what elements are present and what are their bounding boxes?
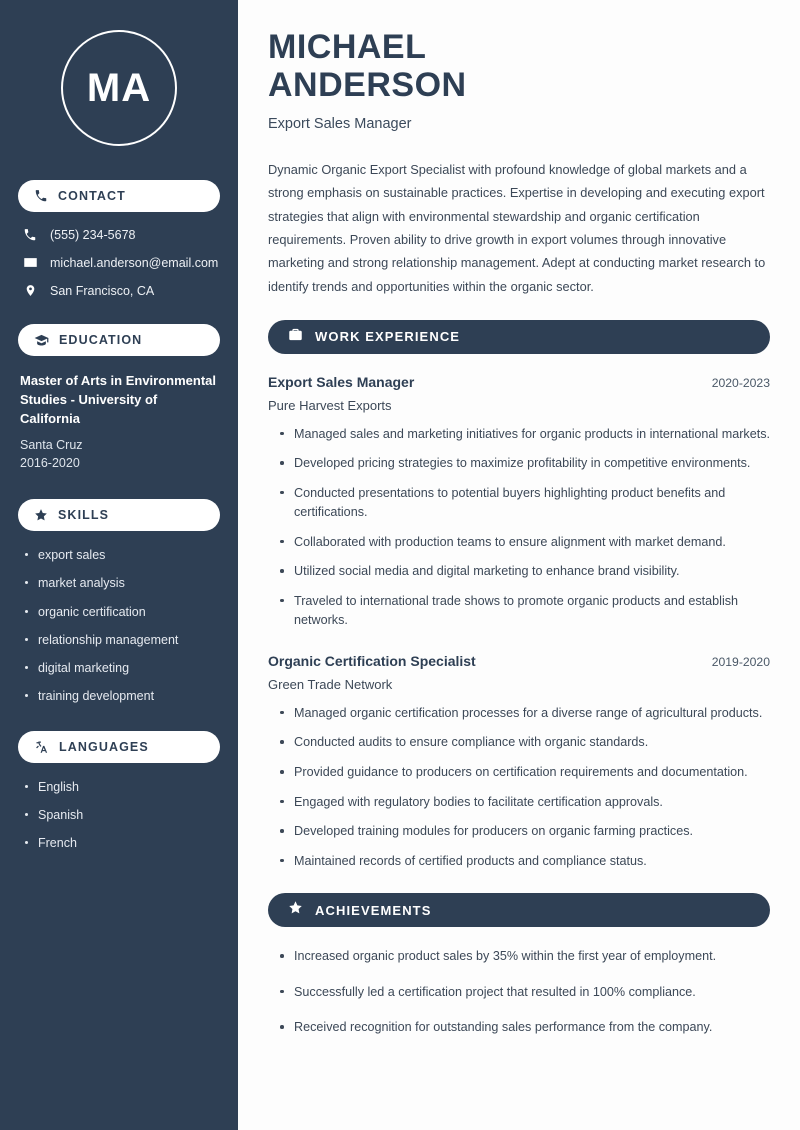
section-header-achievements-label: ACHIEVEMENTS	[315, 902, 432, 918]
list-item: French	[24, 835, 218, 851]
section-header-work-experience-label: WORK EXPERIENCE	[315, 329, 461, 345]
list-item: Managed sales and marketing initiatives for organic products in international markets.	[278, 425, 770, 445]
contact-email-value: michael.anderson@email.com	[50, 255, 219, 270]
contact-list	[22, 228, 220, 298]
sidebar	[0, 0, 238, 1130]
list-item: export sales	[24, 547, 218, 563]
contact-item-email	[22, 255, 220, 270]
work-experience-item	[268, 653, 770, 871]
list-item: Provided guidance to producers on certification requirements and documentation.	[278, 763, 770, 783]
education-dates: 2016-2020	[20, 456, 80, 471]
list-item: Spanish	[24, 807, 218, 823]
job-dates: 2019-2020	[711, 654, 770, 669]
list-item: Conducted presentations to potential buyers highlighting product benefits and certifications.	[278, 484, 770, 523]
achievements-list	[278, 947, 770, 1038]
briefcase-icon	[288, 327, 303, 347]
translate-icon	[34, 739, 49, 754]
job-title: Organic Certification Specialist	[268, 652, 476, 669]
list-item: digital marketing	[24, 660, 218, 676]
section-header-achievements	[268, 893, 770, 927]
job-role-subtitle: Export Sales Manager	[268, 116, 412, 133]
first-name: MICHAEL	[268, 28, 427, 66]
envelope-icon	[22, 255, 38, 270]
phone-icon	[22, 228, 38, 242]
job-company: Pure Harvest Exports	[268, 397, 392, 413]
languages-list	[24, 779, 218, 852]
list-item: English	[24, 779, 218, 795]
list-item: organic certification	[24, 604, 218, 620]
sidebar-section-contact	[18, 180, 220, 212]
page-title	[268, 28, 770, 104]
phone-icon	[34, 189, 48, 203]
education-entry	[20, 372, 218, 473]
last-name: ANDERSON	[268, 66, 467, 105]
list-item: Successfully led a certification project that resulted in 100% compliance.	[278, 983, 770, 1003]
star-icon	[34, 508, 48, 522]
sidebar-section-skills-label: SKILLS	[58, 508, 110, 523]
sidebar-section-education-label: EDUCATION	[59, 333, 143, 347]
job-company: Green Trade Network	[268, 676, 393, 692]
section-header-work-experience	[268, 320, 770, 354]
list-item: Collaborated with production teams to ensure alignment with market demand.	[278, 533, 770, 553]
list-item: relationship management	[24, 632, 218, 648]
sidebar-section-languages	[18, 731, 220, 763]
contact-location-value: San Francisco, CA	[50, 283, 155, 298]
work-experience-item	[268, 374, 770, 631]
sidebar-section-contact-label: CONTACT	[58, 189, 126, 203]
list-item: Managed organic certification processes for a diverse range of agricultural products.	[278, 704, 770, 724]
skills-list	[24, 547, 218, 705]
list-item: training development	[24, 688, 218, 704]
education-location: Santa Cruz	[20, 437, 83, 452]
list-item: Traveled to international trade shows to promote organic products and establish networks.	[278, 592, 770, 631]
list-item: Increased organic product sales by 35% within the first year of employment.	[278, 947, 770, 967]
sidebar-section-languages-label: LANGUAGES	[59, 739, 149, 754]
contact-phone-value: (555) 234-5678	[50, 228, 136, 242]
job-title: Export Sales Manager	[268, 373, 415, 390]
list-item: market analysis	[24, 575, 218, 591]
contact-item-location	[22, 283, 220, 298]
contact-item-phone	[22, 228, 220, 242]
graduation-cap-icon	[34, 333, 49, 348]
list-item: Developed training modules for producers on organic farming practices.	[278, 822, 770, 842]
list-item: Utilized social media and digital marketing to enhance brand visibility.	[278, 562, 770, 582]
profile-summary: Dynamic Organic Export Specialist with profound knowledge of global markets and a strong emphasis on sustainable practices. Expertise in developing and executing export strategies that align with environmental stewardship and organic certification requirements. Proven ability to drive growth in export volumes through innovative marketing and strong relationship management. Adept at conducting market research to identify trends and opportunities within the organic sector.	[268, 162, 766, 294]
star-icon	[288, 900, 303, 920]
education-degree: Master of Arts in Environmental Studies - University of California	[20, 373, 216, 426]
avatar-wrapper	[18, 30, 220, 146]
list-item: Engaged with regulatory bodies to facilitate certification approvals.	[278, 793, 770, 813]
job-dates: 2020-2023	[711, 375, 770, 390]
sidebar-section-education	[18, 324, 220, 356]
avatar: MA	[61, 30, 177, 146]
list-item: Maintained records of certified products and compliance status.	[278, 852, 770, 872]
main-content	[238, 0, 800, 1130]
list-item: Received recognition for outstanding sales performance from the company.	[278, 1018, 770, 1038]
sidebar-section-skills	[18, 499, 220, 531]
list-item: Conducted audits to ensure compliance with organic standards.	[278, 733, 770, 753]
location-pin-icon	[22, 283, 38, 298]
job-header	[268, 653, 770, 669]
job-header	[268, 374, 770, 390]
list-item: Developed pricing strategies to maximize profitability in competitive environments.	[278, 454, 770, 474]
job-bullet-list	[278, 704, 770, 871]
job-bullet-list	[278, 425, 770, 631]
